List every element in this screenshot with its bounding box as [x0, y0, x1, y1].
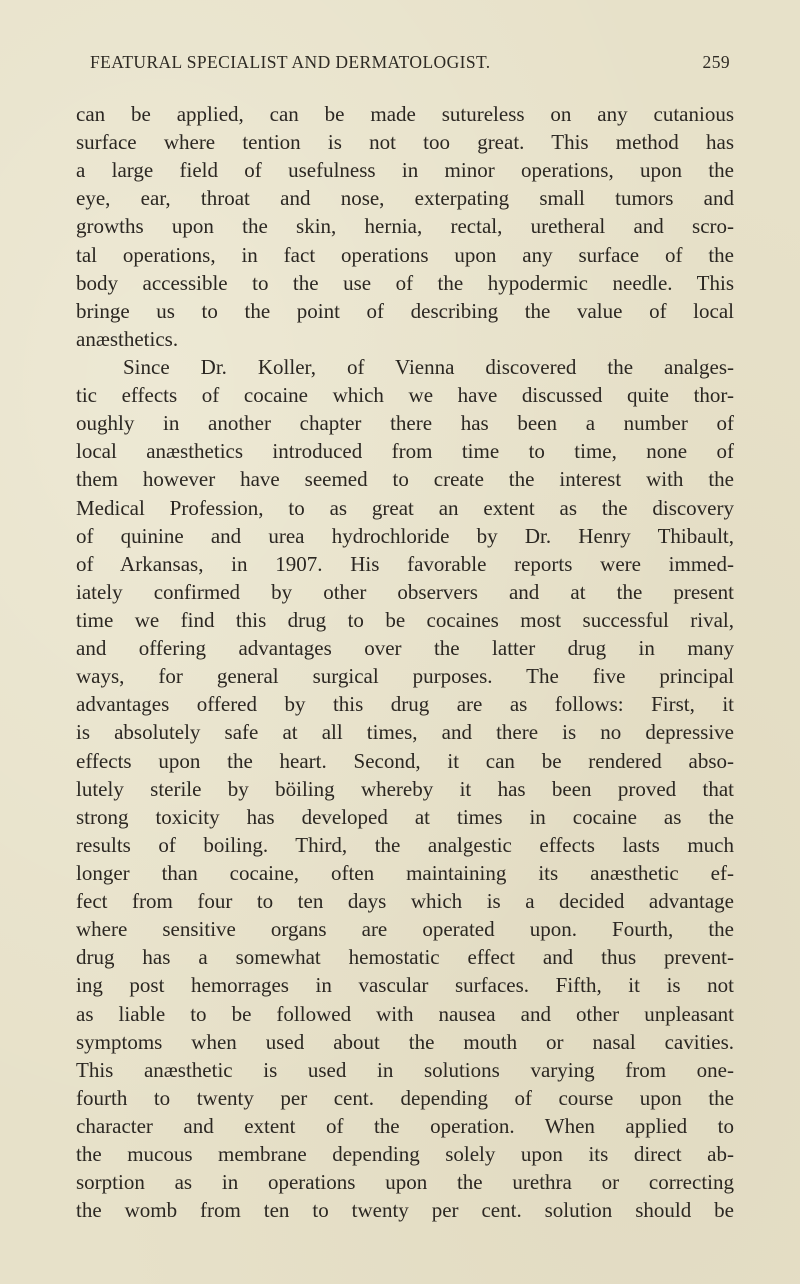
text-line: sorption as in operations upon the urethra or correcting [76, 1170, 734, 1195]
text-line: results of boiling. Third, the analgestic effects lasts much [76, 832, 734, 857]
text-line: This anæsthetic is used in solutions varying from one- [76, 1057, 734, 1082]
text-line: ways, for general surgical purposes. The five principal [76, 664, 734, 689]
text-line: a large field of usefulness in minor operations, upon the [76, 158, 734, 183]
text-line: bringe us to the point of describing the value of local [76, 298, 734, 323]
text-line: Since Dr. Koller, of Vienna discovered the analges- [123, 354, 734, 379]
text-line: fourth to twenty per cent. depending of course upon the [76, 1085, 734, 1110]
text-line: them however have seemed to create the interest with the [76, 467, 734, 492]
text-line: character and extent of the operation. When applied to [76, 1113, 734, 1138]
text-line: the womb from ten to twenty per cent. solution should be [76, 1198, 734, 1223]
text-line: can be applied, can be made sutureless on any cutanious [76, 102, 734, 126]
text-line: tal operations, in fact operations upon any surface of the [76, 242, 734, 267]
text-line: eye, ear, throat and nose, exterpating small tumors and [76, 186, 734, 211]
text-line: ing post hemorrages in vascular surfaces. Fifth, it is not [76, 973, 734, 998]
text-line: the mucous membrane depending solely upon its direct ab- [76, 1142, 734, 1167]
text-line: advantages offered by this drug are as follows: First, it [76, 692, 734, 717]
text-line: lutely sterile by böiling whereby it has been proved that [76, 776, 734, 801]
running-title: FEATURAL SPECIALIST AND DERMATOLOGIST. [90, 52, 491, 72]
text-line: surface where tention is not too great. This method has [76, 130, 734, 155]
text-line: is absolutely safe at all times, and there is no depressive [76, 720, 734, 745]
text-line: tic effects of cocaine which we have discussed quite thor- [76, 383, 734, 408]
text-line: longer than cocaine, often maintaining its anæsthetic ef- [76, 860, 734, 885]
page-number: 259 [702, 52, 730, 72]
paragraph-1 [76, 100, 734, 353]
text-line: oughly in another chapter there has been a number of [76, 411, 734, 436]
text-line: of Arkansas, in 1907. His favorable reports were immed- [76, 551, 734, 576]
text-line: as liable to be followed with nausea and other unpleasant [76, 1001, 734, 1026]
text-line: and offering advantages over the latter drug in many [76, 636, 734, 661]
text-line: body accessible to the use of the hypodermic needle. This [76, 270, 734, 295]
text-line: local anæsthetics introduced from time to time, none of [76, 439, 734, 464]
text-line: effects upon the heart. Second, it can be rendered abso- [76, 748, 734, 773]
text-line: of quinine and urea hydrochloride by Dr. Henry Thibault, [76, 523, 734, 548]
text-line: Medical Profession, to as great an extent as the discovery [76, 495, 734, 520]
text-line: iately confirmed by other observers and at the present [76, 579, 734, 604]
text-line: fect from four to ten days which is a decided advantage [76, 889, 734, 914]
text-line: time we find this drug to be cocaines most successful rival, [76, 607, 734, 632]
text-line: growths upon the skin, hernia, rectal, uretheral and scro- [76, 214, 734, 239]
paragraph-2 [76, 353, 734, 1224]
text-line: symptoms when used about the mouth or nasal cavities. [76, 1029, 734, 1054]
text-line: drug has a somewhat hemostatic effect and thus prevent- [76, 945, 734, 970]
running-header [90, 52, 730, 82]
text-line: where sensitive organs are operated upon. Fourth, the [76, 917, 734, 942]
text-line: anæsthetics. [76, 326, 179, 351]
text-line: strong toxicity has developed at times in cocaine as the [76, 804, 734, 829]
body-text [76, 100, 734, 1224]
